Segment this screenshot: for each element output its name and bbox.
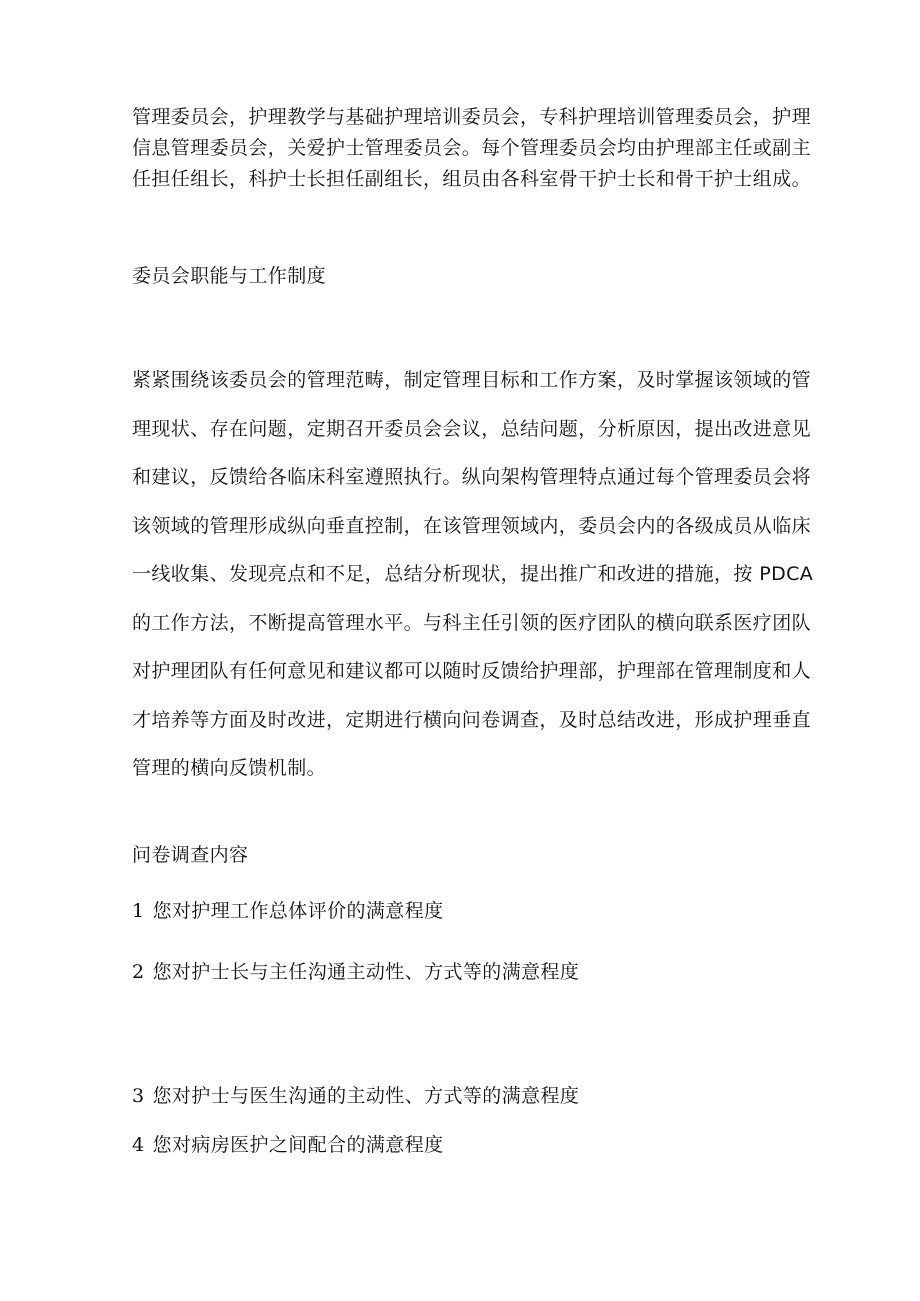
function-paragraph — [132, 356, 814, 793]
text-line: 对护理团队有任何意见和建议都可以随时反馈给护理部，护理部在管理制度和人 — [132, 660, 812, 682]
text-line: 管理委员会，护理教学与基础护理培训委员会，专科护理培训管理委员会，护理 — [132, 106, 812, 128]
survey-item-text: 您对病房医护之间配合的满意程度 — [152, 1134, 444, 1156]
text-line: 理现状、存在问题，定期召开委员会会议，总结问题，分析原因，提出改进意见 — [132, 417, 812, 440]
survey-item-text: 您对护理工作总体评价的满意程度 — [152, 900, 444, 922]
intro-paragraph — [132, 102, 812, 195]
survey-item-number: 2 — [132, 961, 145, 983]
text-line: 该领域的管理形成纵向垂直控制，在该管理领域内，委员会内的各级成员从临床 — [132, 514, 812, 537]
section-heading-survey: 问卷调查内容 — [132, 844, 249, 866]
text-line: 的工作方法，不断提高管理水平。与科主任引领的医疗团队的横向联系医疗团队 — [132, 611, 812, 634]
section-heading-function: 委员会职能与工作制度 — [132, 265, 327, 287]
text-line: 才培养等方面及时改进，定期进行横向问卷调查，及时总结改进，形成护理垂直 — [132, 708, 812, 731]
text-line: 和建议，反馈给各临床科室遵照执行。纵向架构管理特点通过每个管理委员会将 — [132, 466, 812, 488]
text-line: 信息管理委员会，关爱护士管理委员会。每个管理委员会均由护理部主任或副主 — [132, 137, 812, 159]
survey-item-text: 您对护士与医生沟通的主动性、方式等的满意程度 — [152, 1085, 580, 1107]
survey-item — [132, 896, 444, 927]
text-line: 一线收集、发现亮点和不足，总结分析现状，提出推广和改进的措施，按 PDCA — [132, 563, 814, 585]
survey-item-text: 您对护士长与主任沟通主动性、方式等的满意程度 — [152, 961, 580, 983]
text-line: 任担任组长，科护士长担任副组长，组员由各科室骨干护士长和骨干护士组成。 — [132, 168, 812, 190]
survey-item-number: 1 — [132, 900, 145, 922]
survey-item — [132, 1081, 579, 1112]
text-line: 管理的横向反馈机制。 — [132, 757, 327, 779]
text-line: 紧紧围绕该委员会的管理范畴，制定管理目标和工作方案，及时掌握该领域的管 — [132, 369, 812, 391]
survey-item-number: 4 — [132, 1134, 145, 1156]
survey-item — [132, 1130, 444, 1161]
survey-item — [132, 957, 579, 988]
survey-item-number: 3 — [132, 1085, 145, 1107]
